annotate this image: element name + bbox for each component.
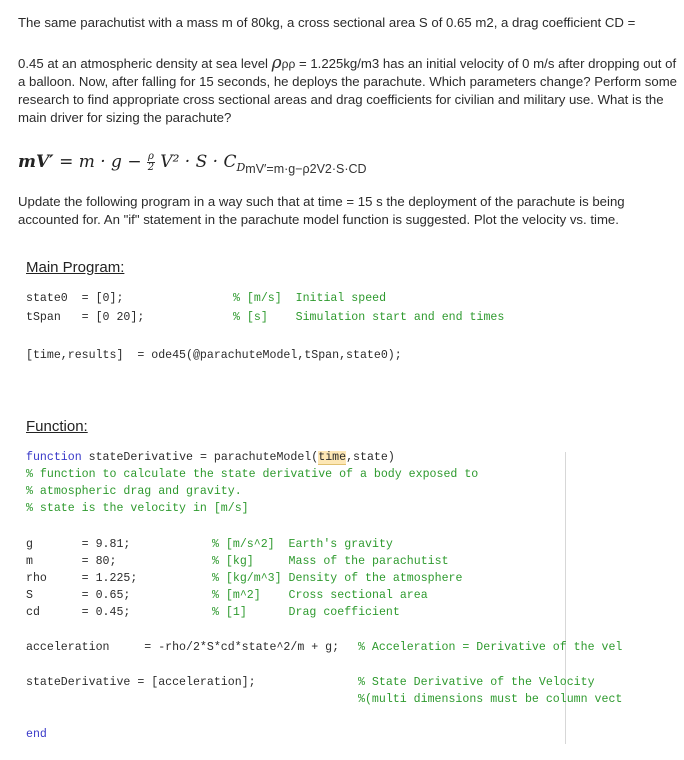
state-derivative-comment-2: %(multi dimensions must be column vect	[358, 693, 623, 706]
param-cd-comment: % [1] Drag coefficient	[212, 606, 400, 619]
equation-plain-text: mV′=m·g−ρ2V2·S·CD	[245, 162, 367, 176]
param-rho-comment: % [kg/m^3] Density of the atmosphere	[212, 572, 463, 585]
drag-equation	[18, 152, 367, 188]
equation-rhs-a: = m · g −	[59, 152, 142, 172]
problem-paragraph	[18, 54, 678, 127]
state-derivative-code: stateDerivative = [acceleration];	[26, 676, 256, 689]
state-derivative-comment-1: % State Derivative of the Velocity	[358, 676, 595, 689]
tspan-comment: % [s] Simulation start and end times	[233, 311, 505, 324]
rho-label: ρρ	[281, 57, 296, 71]
problem-text-a: 0.45 at an atmospheric density at sea level	[18, 56, 272, 71]
problem-text-b: = 1.225kg/m3 has an initial velocity of 0 m/s after dropping out of a balloon. Now, after falling for 15 seconds, he deploys the parachute. Which parameters change? Perform some research to find appropriate cross sectional areas and drag coefficients for civilian and military use. What is the main driver for sizing the parachute?	[18, 56, 678, 125]
main-program-heading: Main Program:	[26, 259, 125, 276]
function-comment-3: % state is the velocity in [m/s]	[26, 502, 249, 515]
tspan-code: tSpan = [0 20];	[26, 311, 145, 324]
param-m-comment: % [kg] Mass of the parachutist	[212, 555, 449, 568]
param-m-code: m = 80;	[26, 555, 117, 568]
signature-part-a: stateDerivative = parachuteModel(	[81, 451, 319, 464]
function-keyword: function	[26, 451, 82, 464]
equation-rhs-b: V² · S · C	[160, 152, 237, 172]
fraction-numerator: ρ	[148, 151, 154, 162]
state0-comment: % [m/s] Initial speed	[233, 292, 387, 305]
equation-fraction	[147, 152, 155, 173]
function-comment-1: % function to calculate the state derivative of a body exposed to	[26, 468, 479, 481]
equation-subscript: D	[236, 161, 246, 174]
param-g-code: g = 9.81;	[26, 538, 131, 551]
rho-symbol: ρ	[271, 53, 282, 73]
param-cd-code: cd = 0.45;	[26, 606, 131, 619]
signature-part-b: ,state)	[346, 451, 395, 464]
param-rho-code: rho = 1.225;	[26, 572, 138, 585]
param-s-code: S = 0.65;	[26, 589, 131, 602]
function-heading: Function:	[26, 418, 88, 435]
signature-time-highlight: time	[318, 451, 347, 464]
param-s-comment: % [m^2] Cross sectional area	[212, 589, 428, 602]
end-keyword: end	[26, 728, 47, 741]
function-signature	[26, 449, 395, 466]
instruction-text: Update the following program in a way such that at time = 15 s the deployment of the parachute is being accounted for. An "if" statement in the parachute model function is suggested. Plot the velocity vs. time.	[18, 194, 625, 227]
acceleration-code: acceleration = -rho/2*S*cd*state^2/m + g;	[26, 641, 340, 654]
param-g-comment: % [m/s^2] Earth's gravity	[212, 538, 393, 551]
problem-line-1: The same parachutist with a mass m of 80kg, a cross sectional area S of 0.65 m2, a drag coefficient CD =	[18, 15, 636, 30]
state0-code: state0 = [0];	[26, 292, 124, 305]
acceleration-comment: % Acceleration = Derivative of the vel	[358, 641, 623, 654]
function-comment-2: % atmospheric drag and gravity.	[26, 485, 242, 498]
fraction-denominator: 2	[147, 162, 155, 173]
ode45-line: [time,results] = ode45(@parachuteModel,tSpan,state0);	[26, 349, 402, 362]
equation-lhs: mV′	[18, 152, 54, 172]
